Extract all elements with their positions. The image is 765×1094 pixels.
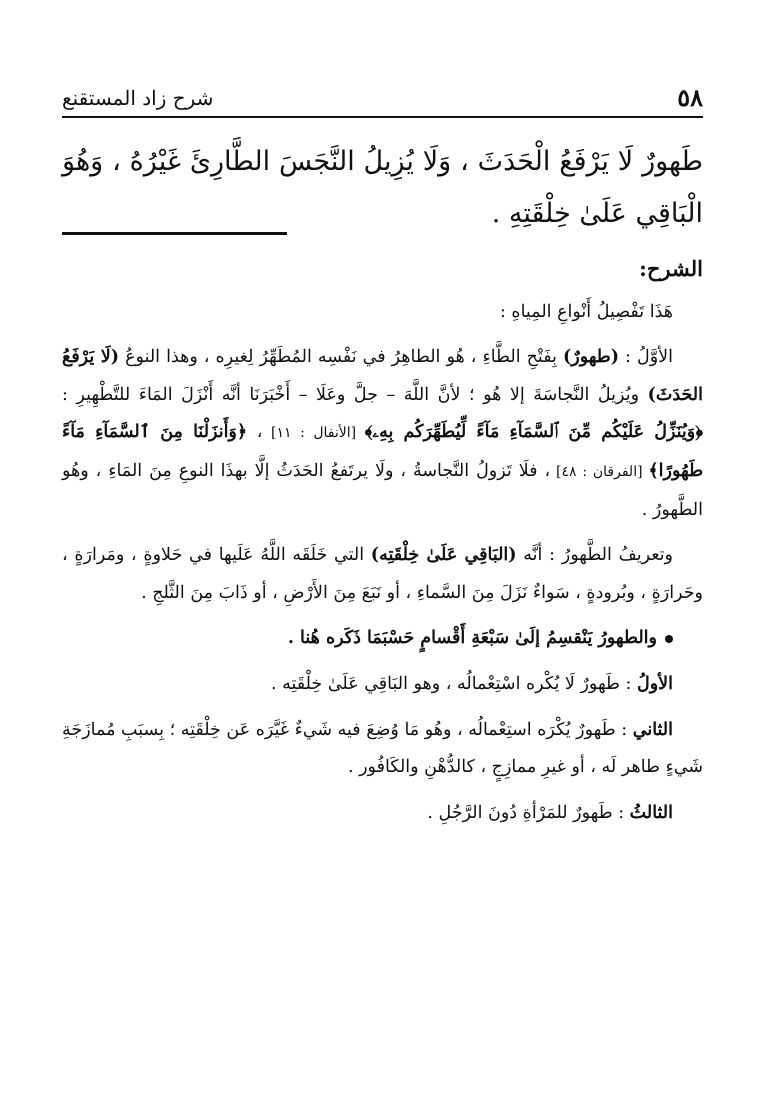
page-header [62, 76, 703, 118]
page-number: ٥٨ [677, 83, 703, 112]
bold-term: (لَا يَرْفَعُ الحَدَثَ) [62, 347, 703, 405]
matn-divider [62, 232, 287, 235]
text-run: ، [247, 422, 263, 443]
separator: : [615, 719, 633, 740]
sharh-body [62, 250, 703, 832]
paragraph-category-first [62, 666, 703, 704]
bold-term: (البَاقِي عَلَىٰ خِلْقَتِه) [370, 545, 517, 566]
text-run: بِفَتْحِ الطَّاءِ ، هُو الطاهِرُ في نَفْسِه المُطَهِّرُ لِغيرِه ، وهذا النوعُ [119, 347, 563, 368]
category-text: طَهورٌ لَا يُكْره اسْتِعْمالُه ، وهو البَاقِي عَلَىٰ خِلْقَتِه . [271, 673, 620, 694]
category-text: طَهورٌ يُكْرَه استِعْمالُه ، وهُو مَا وُضِعَ فيه شَيءٌ غَيَّرَه عَن خِلْقَتِه ؛ بِسبَبِ مُمازَجَةِ شَيءٍ طاهر لَه ، أو غيرِ ممازِجٍ ، كالدُّهْنِ والكَافُور . [62, 719, 703, 778]
text-run: التي خَلَقَه اللَّهُ عَلَيها في حَلاوةٍ ، ومَرارَةٍ ، وحَرارَةٍ ، وبُرودةٍ ، سَواءٌ نَزَلَ مِنَ السَّماءِ ، أو نَبَعَ مِنَ الأَرْضِ ، أو ذَابَ مِنَ الثَّلجِ . [62, 545, 703, 603]
text-run: الأوَّلُ : [619, 347, 674, 368]
bold-term: (طهورٌ) [562, 347, 620, 368]
text-run: وتعريفُ الطَّهورُ : أنَّه [516, 545, 673, 566]
paragraph-definition [62, 537, 703, 612]
bullet-icon [665, 635, 673, 643]
quran-verse: ﴿وَأَنزَلْنَا مِنَ ٱلسَّمَآءِ مَآءً طَهُورًا﴾ [62, 422, 703, 481]
quran-verse: ﴿وَيُنَزِّلُ عَلَيْكُم مِّنَ ٱلسَّمَآءِ مَآءً لِّيُطَهِّرَكُم بِهِۦ﴾ [364, 422, 704, 443]
matn-text: طَهورٌ لَا يَرْفَعُ الْحَدَثَ ، وَلَا يُزِيلُ النَّجَسَ الطَّارِئَ غَيْرُهُ ، وَهُوَ الْبَاقِي عَلَىٰ خِلْقَتِهِ . [62, 146, 703, 229]
book-title: شرح زاد المستقنع [62, 86, 214, 110]
text-run: ، فلَا تَزولُ النَّجاسةُ ، ولَا يرتَفعُ الحَدَثُ إلَّا بهذَا النوعِ مِنَ المَاءِ ، وهُو الطَّهورُ . [62, 460, 703, 520]
verse-reference: [الأنفال : ١١] [262, 425, 365, 442]
paragraph-intro: هَذَا تَفْصِيلُ أَنْواعِ المِياهِ : [499, 301, 673, 322]
bullet-item [62, 620, 703, 658]
separator: : [619, 673, 637, 694]
sharh-heading: الشرح: [639, 256, 703, 281]
text-run: ويُزيلُ النَّجاسَةَ إلا هُو ؛ لأنَّ اللَّهَ – جلَّ وعَلَا – أَخْبَرَنَا أنَّه أَنْزَلَ المَاءَ للتَّطْهِيرِ : [62, 384, 648, 405]
category-label: الثاني [632, 719, 673, 740]
paragraph-first-type [62, 339, 703, 529]
category-text: طَهورٌ للمَرْأةِ دُونَ الرَّجُلِ . [427, 802, 613, 823]
paragraph-category-second [62, 712, 703, 787]
category-label: الأولُ [636, 673, 673, 694]
separator: : [612, 802, 630, 823]
verse-reference: [الفرقان : ٤٨] [550, 463, 649, 480]
category-label: الثالثُ [629, 802, 673, 823]
paragraph-category-third [62, 795, 703, 833]
bullet-text: والطهورُ يَنْقسِمُ إلَىٰ سَبْعَةِ أَقْسامٍ حَسْبَمَا ذَكَره هُنا . [287, 628, 657, 649]
